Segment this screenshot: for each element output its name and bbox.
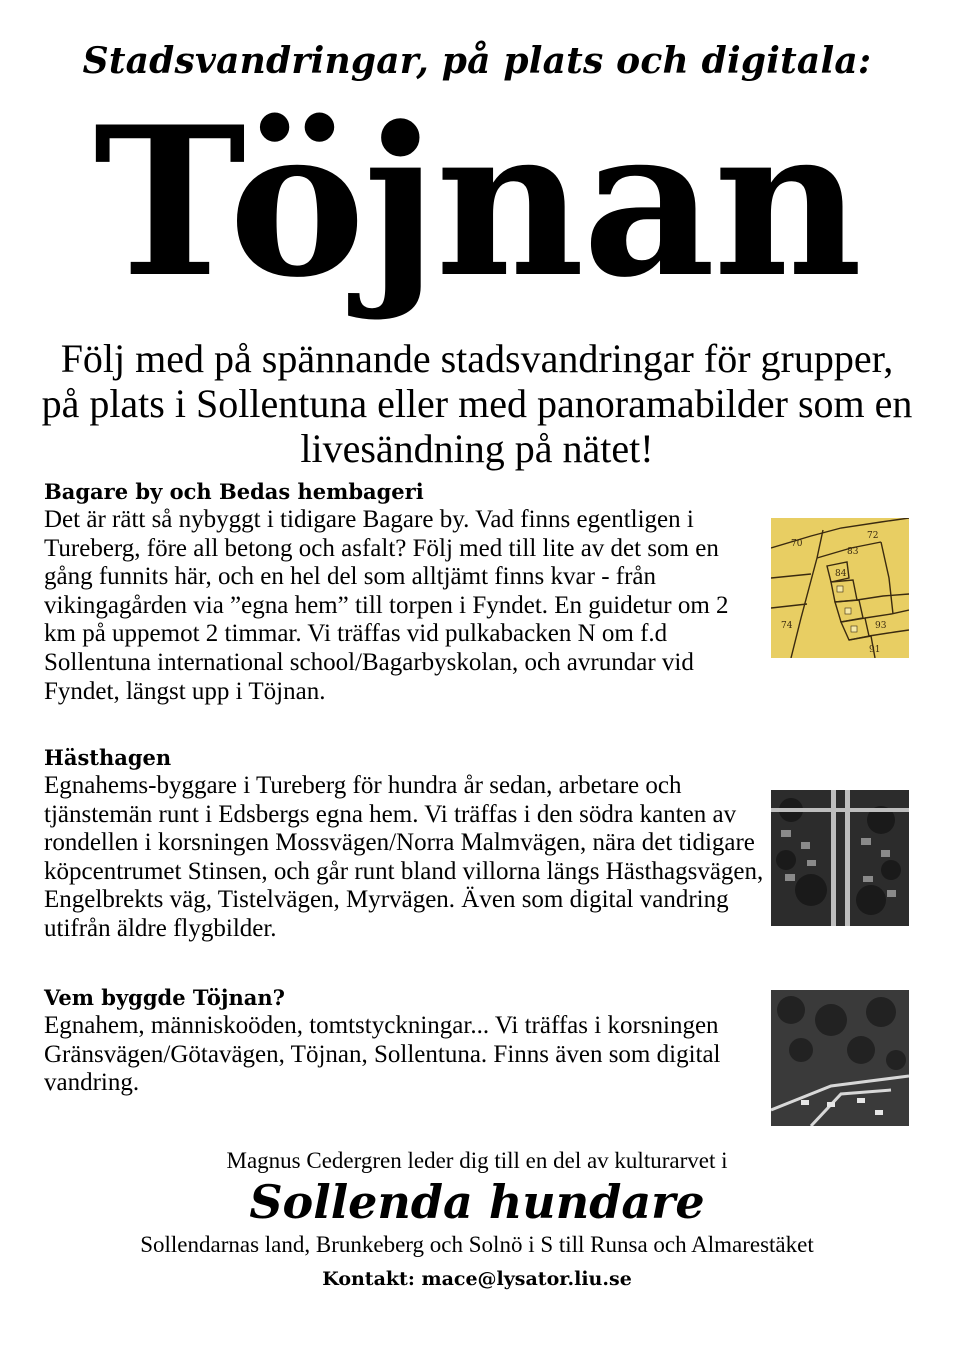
contact-line: Kontakt: mace@lysator.liu.se (322, 1268, 632, 1290)
section-body: Det är rätt så nybyggt i tidigare Bagare by. Vad finns egentligen i Tureberg, före all betong och asfalt? Följ med till lite av det som en gång funnits här, och en hel del som alltjämt finns kvar - från vikingagården via ”egna hem” till torpen i Fyndet. En guidetur om 2 km på uppemot 2 timmar. Vi träffas vid pulkabacken N om f.d Sollentuna international school/Bagarbyskolan, och avrundar vid Fyndet, längst upp i Töjnan. (44, 506, 729, 705)
pre-title: Stadsvandringar, på plats och digitala: (82, 40, 872, 82)
section-hasthagen (44, 744, 764, 944)
section-bagare (44, 478, 764, 706)
map-label: 72 (867, 531, 879, 541)
section-body: Egnahems-byggare i Tureberg för hundra år sedan, arbetare och tjänstemän runt i Edsbergs egna hem. Vi träffas i den södra kanten av rondellen i korsningen Mossvägen/Norra Malmvägen, nära det tidigare köpcentrumet Stinsen, och går runt bland villorna längs Hästhagsvägen, Engelbrekts väg, Tistelvägen, Myrvägen. Även som digital vandring utifrån äldre flygbilder. (44, 772, 764, 942)
page-title: Töjnan (93, 83, 861, 323)
section-heading: Vem byggde Töjnan? (44, 985, 285, 1010)
section-heading: Hästhagen (44, 745, 172, 770)
brand-name: Sollenda hundare (249, 1175, 705, 1229)
footer-region: Sollendarnas land, Brunkeberg och Solnö i S till Runsa och Almarestäket (140, 1232, 814, 1257)
historic-map-image (771, 518, 909, 658)
map-label: 93 (875, 621, 887, 631)
map-label: 74 (781, 621, 793, 631)
lead-paragraph: Följ med på spännande stadsvandringar för grupper, på plats i Sollentuna eller med panoramabilder som en livesändning på nätet! (41, 336, 913, 471)
section-body: Egnahem, människoöden, tomtstyckningar... Vi träffas i korsningen Gränsvägen/Götavägen, Töjnan, Sollentuna. Finns även som digital vandring. (44, 1012, 721, 1097)
section-heading: Bagare by och Bedas hembageri (44, 479, 424, 504)
footer-intro: Magnus Cedergren leder dig till en del av kulturarvet i (226, 1148, 728, 1173)
map-label: 83 (847, 547, 859, 557)
aerial-photo-hasthagen (771, 790, 909, 926)
map-label: 91 (869, 645, 881, 655)
section-vem-byggde (44, 984, 764, 1098)
aerial-photo-tojnan (771, 990, 909, 1126)
map-label: 70 (791, 539, 803, 549)
map-label: 84 (835, 569, 847, 579)
